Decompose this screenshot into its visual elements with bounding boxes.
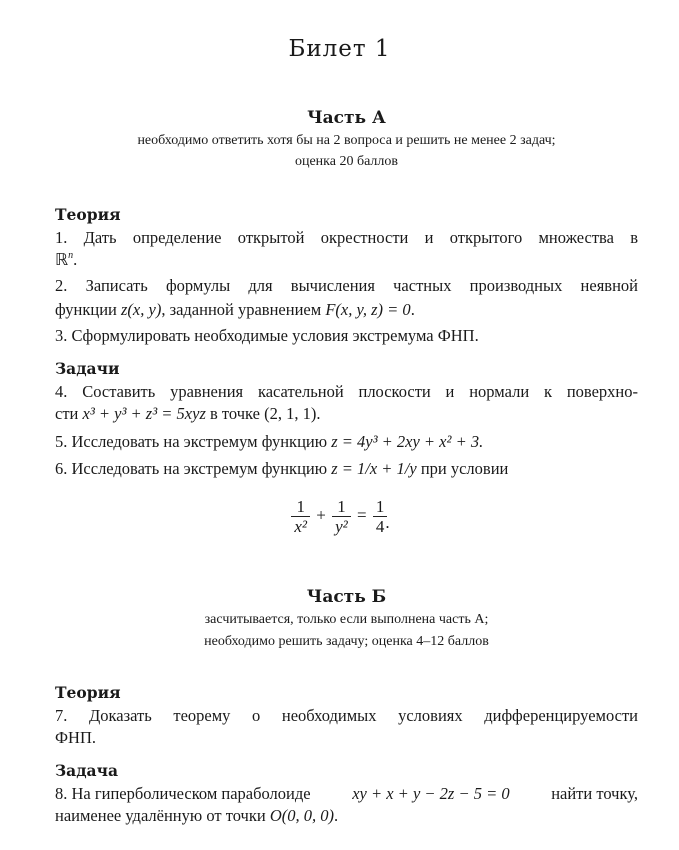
text: , заданной уравнением bbox=[161, 300, 326, 319]
denominator: y² bbox=[332, 516, 351, 536]
operator: = bbox=[357, 505, 367, 525]
question-4-line-1: 4. Составить уравнения касательной плоскости и нормали к поверхно- bbox=[55, 382, 638, 401]
question-2-line-2 bbox=[55, 300, 638, 320]
tasks-heading: Задачи bbox=[55, 359, 120, 378]
question-3: 3. Сформулировать необходимые условия экстремума ФНП. bbox=[55, 326, 479, 345]
math: z(x, y) bbox=[121, 300, 162, 319]
question-1-line-2 bbox=[55, 250, 638, 270]
part-b-heading: Часть Б bbox=[306, 587, 387, 607]
text: 6. Исследовать на экстремум функцию bbox=[55, 459, 332, 478]
part-a-desc-1: необходимо ответить хотя бы на 2 вопроса и решить не менее 2 задач; bbox=[137, 133, 556, 148]
task-heading: Задача bbox=[55, 761, 118, 780]
question-5 bbox=[55, 432, 638, 452]
text: . bbox=[410, 300, 415, 319]
text: наименее удалённую от точки bbox=[55, 806, 270, 825]
math: ℝ bbox=[55, 250, 69, 269]
period: . bbox=[385, 513, 390, 533]
math: F(x, y, z) = 0 bbox=[325, 300, 411, 319]
question-7-line-2: ФНП. bbox=[55, 728, 96, 747]
math-sup: n bbox=[68, 250, 74, 261]
question-4-line-2 bbox=[55, 404, 638, 424]
text: . bbox=[333, 806, 339, 825]
part-b-desc-1: засчитывается, только если выполнена часть А; bbox=[204, 612, 489, 627]
text: 8. На гиперболическом параболоиде bbox=[55, 784, 311, 803]
fraction bbox=[291, 497, 310, 536]
text: . bbox=[73, 250, 78, 269]
text: найти точку, bbox=[551, 784, 638, 803]
math: z = 1/x + 1/y bbox=[331, 459, 417, 478]
theory-heading-b: Теория bbox=[55, 683, 121, 702]
math: x³ + y³ + z³ = 5xyz bbox=[82, 404, 206, 423]
question-8-line-2 bbox=[55, 806, 638, 826]
operator: + bbox=[316, 505, 326, 525]
question-2-line-1: 2. Записать формулы для вычисления частных производных неявной bbox=[55, 276, 638, 295]
ticket-title: Билет 1 bbox=[288, 36, 391, 62]
part-a-heading: Часть А bbox=[307, 108, 386, 128]
text: 5. Исследовать на экстремум функцию bbox=[55, 432, 332, 451]
question-6 bbox=[55, 459, 638, 479]
constraint-formula bbox=[0, 497, 679, 536]
part-a-desc-2: оценка 20 баллов bbox=[294, 154, 399, 169]
part-b-desc-2: необходимо решить задачу; оценка 4–12 баллов bbox=[204, 634, 489, 649]
denominator: 4 bbox=[373, 516, 388, 536]
question-8-line-1 bbox=[55, 784, 638, 804]
text: сти bbox=[55, 404, 83, 423]
text: в точке bbox=[205, 404, 265, 423]
math: xy + x + y − 2z − 5 = 0 bbox=[352, 784, 510, 803]
numerator: 1 bbox=[337, 497, 346, 516]
numerator: 1 bbox=[375, 497, 385, 516]
theory-heading-a: Теория bbox=[55, 205, 121, 224]
question-7-line-1: 7. Доказать теорему о необходимых условиях дифференцируемости bbox=[55, 706, 638, 725]
math: (2, 1, 1). bbox=[264, 404, 321, 423]
numerator: 1 bbox=[296, 497, 305, 516]
text: функции bbox=[55, 300, 121, 319]
denominator: x² bbox=[291, 516, 310, 536]
question-1-line-1: 1. Дать определение открытой окрестности и открытого множества в bbox=[55, 228, 638, 247]
math: O(0, 0, 0) bbox=[269, 806, 334, 825]
math: z = 4y³ + 2xy + x² + 3. bbox=[331, 432, 484, 451]
text: при условии bbox=[416, 459, 509, 478]
fraction bbox=[332, 497, 351, 536]
